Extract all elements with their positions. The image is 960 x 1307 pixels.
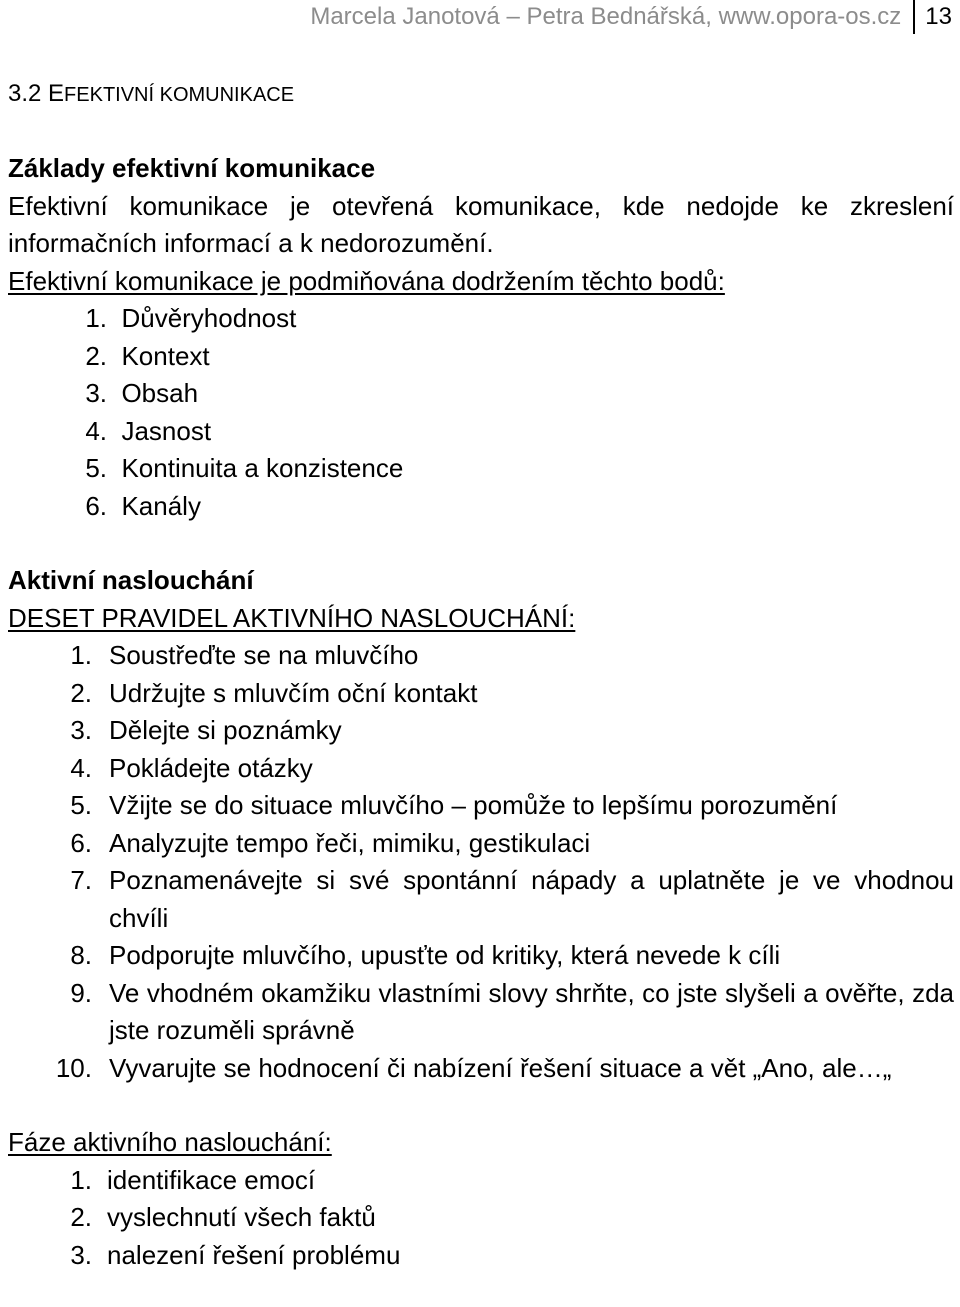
list-item-number: 1. (70, 640, 92, 670)
rules-list (8, 637, 954, 1087)
list-item-number: 4. (85, 415, 107, 446)
list-item (8, 750, 954, 788)
list-item (8, 787, 954, 825)
basics-heading: Základy efektivní komunikace (8, 153, 376, 183)
list-item-number: 6. (70, 827, 92, 858)
list-item-number: 5. (70, 790, 92, 820)
list-item (8, 375, 954, 413)
header-separator (913, 0, 915, 34)
list-item-text: Soustřeďte se na mluvčího (109, 640, 419, 670)
list-item-number: 2. (70, 677, 92, 708)
list-item-number: 3. (85, 378, 107, 408)
list-item-text: Udržujte s mluvčím oční kontakt (109, 677, 478, 708)
list-item-text: Vyvarujte se hodnocení či nabízení řešení situace a vět „Ano, ale…„ (109, 1052, 892, 1083)
page-header (310, 0, 952, 34)
list-item-number: 10. (55, 1052, 92, 1083)
list-item-text: Ve vhodném okamžiku vlastními slovy shrňte, co jste slyšeli a ověřte, zda jste rozuměli správně (109, 977, 954, 1045)
list-item-text: Vžijte se do situace mluvčího – pomůže to lepšímu porozumění (109, 790, 838, 820)
list-item (8, 825, 954, 863)
section-title-first-letter: E (48, 80, 65, 107)
list-item (8, 937, 954, 975)
list-item-text: Kontext (121, 340, 210, 371)
list-item (8, 862, 954, 937)
list-item (8, 712, 954, 750)
section-number: 3.2 (8, 80, 49, 107)
list-item-number: 1. (85, 303, 107, 333)
list-item-text: Jasnost (121, 415, 212, 446)
section-title-rest: FEKTIVNÍ KOMUNIKACE (64, 84, 295, 106)
list-item-text: Kontinuita a konzistence (121, 453, 404, 483)
active-listening-heading: Aktivní naslouchání (8, 565, 254, 595)
list-item-number: 3. (70, 715, 92, 745)
list-item (8, 1199, 954, 1237)
list-item (8, 637, 954, 675)
list-item (8, 300, 954, 338)
list-item-text: Důvěryhodnost (121, 303, 297, 333)
spacer (8, 525, 954, 562)
list-item (8, 488, 954, 526)
phases-heading: Fáze aktivního naslouchání: (8, 1127, 332, 1157)
list-item-text: Analyzujte tempo řeči, mimiku, gestikulaci (109, 827, 591, 858)
page-number: 13 (925, 3, 952, 30)
conditions-intro: Efektivní komunikace je podmiňována dodržením těchto bodů: (8, 265, 725, 296)
list-item-number: 4. (70, 752, 92, 783)
list-item-text: nalezení řešení problému (107, 1239, 401, 1270)
list-item (8, 450, 954, 488)
list-item (8, 675, 954, 713)
header-text: Marcela Janotová – Petra Bednářská, www.opora-os.cz (310, 3, 902, 30)
basics-paragraph: Efektivní komunikace je otevřená komunikace, kde nedojde ke zkreslení informačních informací a k nedorozumění. (8, 190, 954, 258)
list-item (8, 975, 954, 1050)
points-list (8, 300, 954, 525)
list-item (8, 338, 954, 376)
phases-list (8, 1162, 954, 1275)
list-item-number: 9. (70, 977, 92, 1008)
list-item-text: Dělejte si poznámky (109, 715, 342, 745)
list-item (8, 1162, 954, 1200)
list-item-text: Kanály (121, 490, 201, 521)
list-item-text: Pokládejte otázky (109, 752, 313, 783)
list-item (8, 1237, 954, 1275)
section-title (8, 80, 294, 109)
list-item-text: Podporujte mluvčího, upusťte od kritiky, která nevede k cíli (109, 940, 781, 970)
list-item-number: 2. (85, 340, 107, 371)
list-item-number: 1. (70, 1164, 92, 1195)
list-item (8, 1050, 954, 1088)
document-body (8, 150, 954, 1274)
rules-heading: DESET PRAVIDEL AKTIVNÍHO NASLOUCHÁNÍ: (8, 602, 576, 633)
list-item-number: 5. (85, 453, 107, 483)
list-item-text: vyslechnutí všech faktů (107, 1202, 376, 1232)
list-item-number: 7. (70, 865, 92, 895)
list-item (8, 413, 954, 451)
list-item-number: 2. (70, 1202, 92, 1232)
list-item-text: Poznamenávejte si své spontánní nápady a uplatněte je ve vhodnou chvíli (109, 865, 954, 933)
list-item-number: 3. (70, 1239, 92, 1270)
list-item-number: 6. (85, 490, 107, 521)
list-item-text: Obsah (121, 378, 199, 408)
spacer (8, 1087, 954, 1124)
list-item-number: 8. (70, 940, 92, 970)
list-item-text: identifikace emocí (107, 1164, 316, 1195)
